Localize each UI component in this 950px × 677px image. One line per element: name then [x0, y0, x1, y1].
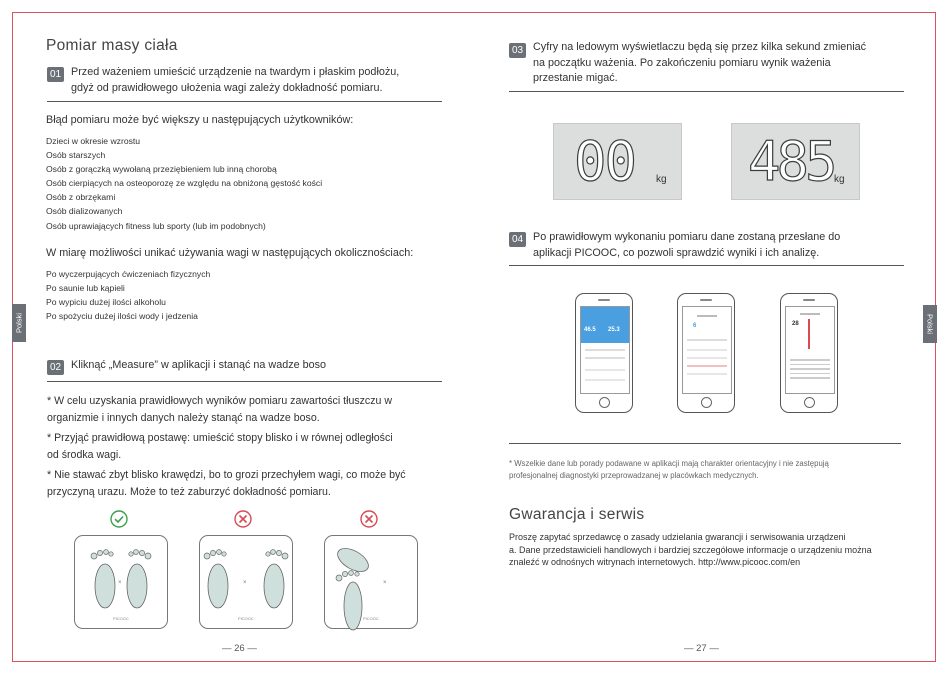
- note-3: * Nie stawać zbyt blisko krawędzi, bo to grozi przechyłem wagi, co może być przyczyną urazu. Może to też zaburzyć dokładność pomiaru.: [47, 469, 406, 498]
- step-02: [47, 357, 64, 375]
- step-03: [509, 40, 526, 58]
- disclaimer: * Wszelkie dane lub porady podawane w aplikacji mają charakter orientacyjny i nie zastępują profesjonalnej diagnostyki przeprowadzanej w placówkach medycznych.: [509, 459, 829, 480]
- step-01-text: [71, 64, 399, 96]
- x-circle-icon: [360, 510, 378, 528]
- lcd-value: 00: [574, 130, 636, 193]
- phone-detail-screen: [677, 293, 735, 413]
- step-01-line2: gdyż od prawidłowego ułożenia wagi zależy dokładność pomiaru.: [71, 82, 383, 94]
- scale-wrong-position: [199, 535, 293, 629]
- note-1: * W celu uzyskania prawidłowych wyników pomiaru zawartości tłuszczu w organizmie i innych danych należy stanąć na wadze boso.: [47, 395, 393, 424]
- section-title: Pomiar masy ciała: [46, 37, 178, 54]
- list-item: Po wypiciu dużej ilości alkoholu: [46, 297, 166, 308]
- warranty-text: Proszę zapytać sprzedawcę o zasady udzielania gwarancji i serwisowania urządzeni a. Dane przedstawicieli handlowych i bardziej szczegółowe informacje o urządzeniu można znaleźć w odnośnych witrynach internetowych. http://www.picooc.com/en: [509, 532, 872, 567]
- x-circle-icon: [234, 510, 252, 528]
- scale-brand: PICOOC: [238, 616, 254, 621]
- svg-text:×: ×: [383, 580, 387, 586]
- page-number-left: — 26 —: [222, 643, 257, 654]
- list-item: Osób dializowanych: [46, 206, 123, 217]
- svg-text:×: ×: [118, 580, 122, 586]
- step-number-badge: 01: [47, 67, 64, 82]
- list-item: Osób starszych: [46, 150, 106, 161]
- list-item: Osób uprawiających fitness lub sporty (lub im podobnych): [46, 220, 266, 231]
- divider: [509, 265, 904, 266]
- phone-fat-value: 25.3: [608, 327, 620, 333]
- phone-gauge-value: 28: [792, 321, 799, 327]
- divider: [47, 381, 442, 382]
- note-2: * Przyjąć prawidłową postawę: umieścić stopy blisko i w równej odległości od środka wagi.: [47, 432, 393, 461]
- language-tab-right: Polski: [923, 305, 937, 343]
- step-number-badge: 03: [509, 43, 526, 58]
- footprints-icon: [75, 536, 167, 628]
- scale-edge-position: [324, 535, 418, 629]
- lcd-display-final: [731, 123, 860, 200]
- list-item: Po saunie lub kąpieli: [46, 283, 125, 294]
- step-04-text: Po prawidłowym wykonaniu pomiaru dane zostaną przesłane do aplikacji PICOOC, co pozwoli sprawdzić wyniki i ich analizę.: [533, 231, 841, 259]
- check-circle-icon: [110, 510, 128, 528]
- list-item: Osób z obrzękami: [46, 192, 116, 203]
- page-number-right: — 27 —: [684, 643, 719, 654]
- users-list: [46, 134, 322, 233]
- phone-weight-value: 46.5: [584, 327, 596, 333]
- error-heading: Błąd pomiaru może być większy u następujących użytkowników:: [46, 114, 354, 126]
- phone-analysis-screen: [780, 293, 838, 413]
- phone-detail-value: 6: [693, 323, 697, 329]
- lcd-unit: kg: [656, 174, 667, 185]
- scale-correct-position: [74, 535, 168, 629]
- svg-text:×: ×: [243, 580, 247, 586]
- scale-brand: PICOOC: [113, 616, 129, 621]
- step-01-line1: Przed ważeniem umieścić urządzenie na twardym i płaskim podłożu,: [71, 66, 400, 78]
- list-item: Po spożyciu dużej ilości wody i jedzenia: [46, 311, 198, 322]
- step-03-text: Cyfry na ledowym wyświetlaczu będą się przez kilka sekund zmieniać na początku ważenia. Po zakończeniu pomiaru wynik ważenia przestanie migać.: [533, 41, 867, 84]
- step-number-badge: 04: [509, 232, 526, 247]
- footprints-icon: [325, 536, 417, 636]
- list-item: Dzieci w okresie wzrostu: [46, 136, 141, 146]
- step-02-text: Kliknąć „Measure” w aplikacji i stanąć na wadze boso: [71, 359, 327, 371]
- list-item: Osób z gorączką wywołaną przeziębieniem lub inną chorobą: [46, 164, 277, 175]
- language-tab-left: Polski: [12, 304, 26, 342]
- divider: [47, 101, 442, 102]
- footprints-icon: [200, 536, 292, 628]
- list-item: Po wyczerpujących ćwiczeniach fizycznych: [46, 269, 211, 279]
- scale-brand: PICOOC: [363, 616, 379, 621]
- list-item: Osób cierpiących na osteoporozę ze względu na obniżoną gęstość kości: [46, 178, 323, 189]
- divider: [509, 443, 901, 444]
- warranty-title: Gwarancja i serwis: [509, 506, 645, 523]
- lcd-unit: kg: [834, 174, 845, 185]
- avoid-heading: W miarę możliwości unikać używania wagi w następujących okolicznościach:: [46, 247, 414, 259]
- lcd-display-initial: [553, 123, 682, 200]
- step-04: [509, 229, 526, 247]
- divider: [509, 91, 904, 92]
- phone-home-screen: [575, 293, 633, 413]
- step-number-badge: 02: [47, 360, 64, 375]
- circumstances-list: [46, 267, 210, 323]
- notes: [47, 393, 447, 500]
- step-01: [47, 64, 64, 82]
- lcd-value: 485: [748, 130, 834, 193]
